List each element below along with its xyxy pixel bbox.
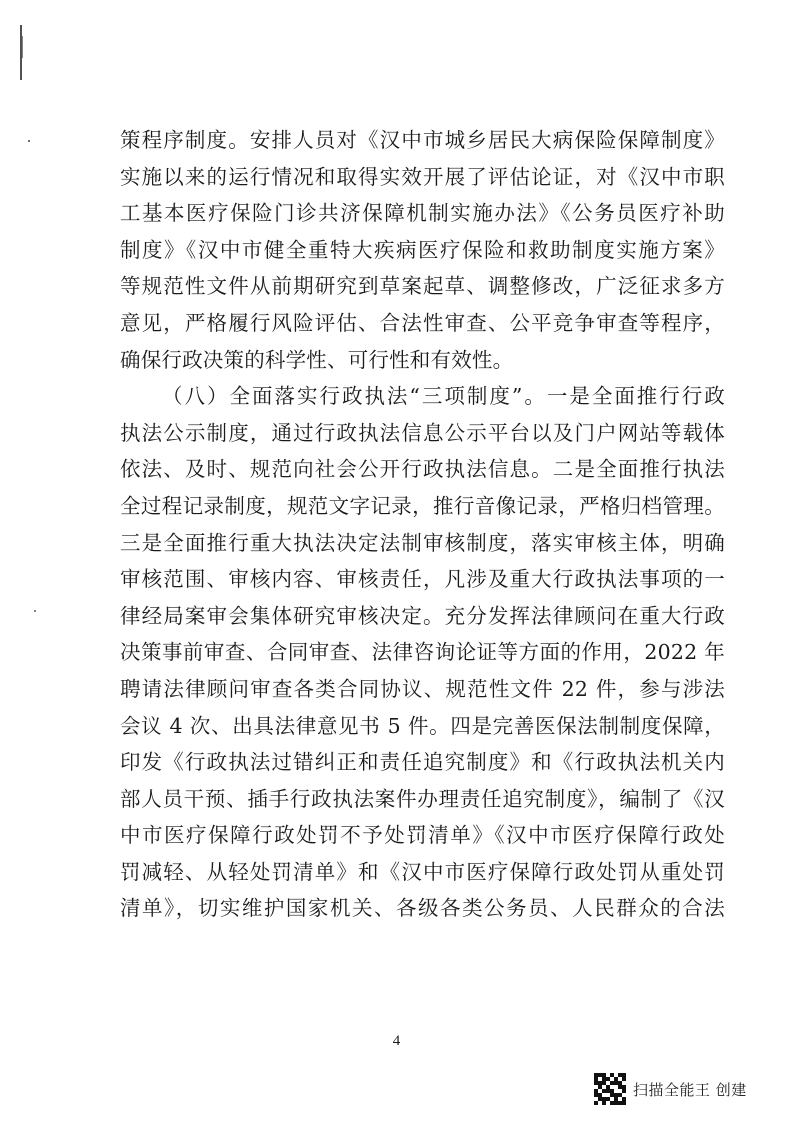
scan-artifact (28, 140, 30, 142)
scan-artifact (22, 36, 23, 58)
qr-code-icon (594, 1073, 626, 1105)
text-line: 部人员干预、插手行政执法案件办理责任追究制度》，编制了《汉 (120, 786, 725, 811)
scanner-watermark (594, 1072, 747, 1106)
text-line: 审核范围、审核内容、审核责任，凡涉及重大行政执法事项的一 (120, 567, 725, 592)
text-line: 聘请法律顾问审查各类合同协议、规范性文件 22 件，参与涉法 (120, 676, 725, 701)
text-line: 工基本医疗保险门诊共济保障机制实施办法》《公务员医疗补助 (120, 201, 725, 226)
text-line: 意见，严格履行风险评估、合法性审查、公平竞争审查等程序， (120, 310, 725, 335)
page-number: 4 (392, 1033, 401, 1049)
text-line: 罚减轻、从轻处罚清单》和《汉中市医疗保障行政处罚从重处罚 (120, 859, 725, 884)
section-heading-line: （八）全面落实行政执法“三项制度”。一是全面推行行政 (162, 384, 725, 409)
text-line: 执法公示制度，通过行政执法信息公示平台以及门户网站等载体 (120, 420, 725, 445)
text-line: 实施以来的运行情况和取得实效开展了评估论证，对《汉中市职 (120, 164, 725, 189)
text-line: 中市医疗保障行政处罚不予处罚清单》《汉中市医疗保障行政处 (120, 823, 725, 848)
paragraph-end-line: 确保行政决策的科学性、可行性和有效性。 (120, 347, 514, 372)
text-line: 决策事前审查、合同审查、法律咨询论证等方面的作用，2022 年 (120, 640, 725, 665)
text-line: 清单》，切实维护国家机关、各级各类公务员、人民群众的合法 (120, 896, 725, 921)
text-line: 策程序制度。安排人员对《汉中市城乡居民大病保险保障制度》 (120, 128, 725, 152)
text-line: 律经局案审会集体研究审核决定。充分发挥法律顾问在重大行政 (120, 603, 725, 628)
text-line: 依法、及时、规范向社会公开行政执法信息。二是全面推行执法 (120, 457, 725, 482)
text-line: 等规范性文件从前期研究到草案起草、调整修改，广泛征求多方 (120, 274, 725, 299)
scan-artifact (34, 610, 36, 612)
text-line: 三是全面推行重大执法决定法制审核制度，落实审核主体，明确 (120, 530, 725, 555)
text-line: 会议 4 次、出具法律意见书 5 件。四是完善医保法制制度保障， (120, 713, 725, 738)
text-line: 印发《行政执法过错纠正和责任追究制度》和《行政执法机关内 (120, 750, 725, 775)
document-body (120, 122, 725, 927)
text-line: 制度》《汉中市健全重特大疾病医疗保险和救助制度实施方案》 (120, 237, 725, 262)
watermark-text: 扫描全能王 创建 (633, 1080, 747, 1099)
text-line: 全过程记录制度，规范文字记录，推行音像记录，严格归档管理。 (120, 493, 725, 518)
